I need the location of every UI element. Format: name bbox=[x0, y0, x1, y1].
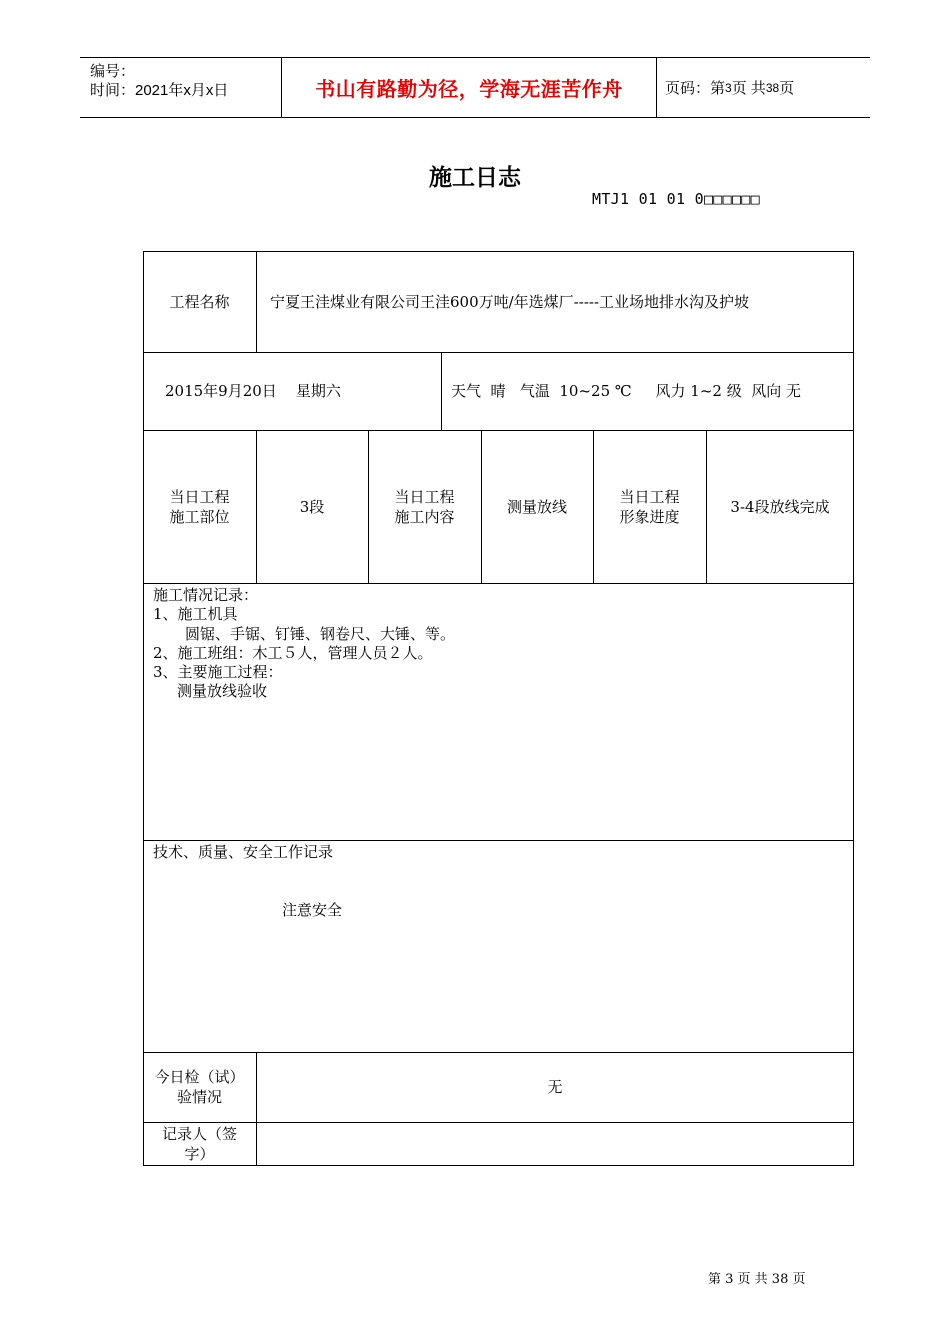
progress-label-line1: 当日工程 bbox=[619, 487, 680, 506]
row-divider bbox=[143, 583, 854, 584]
weather-info: 天气 晴 气温 10~25 ℃ 风力 1~2 级 风向 无 bbox=[451, 382, 802, 400]
record-line-3: 2、施工班组：木工５人，管理人员２人。 bbox=[153, 644, 433, 662]
part-value: 3段 bbox=[299, 497, 325, 516]
inspection-label-line2: 验情况 bbox=[176, 1088, 222, 1106]
progress-value: 3-4段放线完成 bbox=[730, 497, 830, 516]
header-motto: 书山有路勤为径，学海无涯苦作舟 bbox=[315, 77, 623, 101]
content-label-line1: 当日工程 bbox=[394, 487, 455, 506]
record-line-1: 1、施工机具 bbox=[153, 605, 238, 623]
date-line: 时间：2021年x月x日 bbox=[90, 82, 229, 99]
document-code: MTJ1 01 01 0□□□□□□ bbox=[592, 190, 760, 208]
progress-label bbox=[593, 430, 706, 583]
col-divider bbox=[256, 251, 257, 352]
project-name-value: 宁夏王洼煤业有限公司王洼600万吨/年选煤厂-----工业场地排水沟及护坡 bbox=[270, 292, 750, 311]
page-current: 3 bbox=[725, 80, 732, 95]
page-mid: 页 共 bbox=[731, 80, 766, 97]
col-divider bbox=[441, 352, 442, 430]
recorder-label-line2: 字） bbox=[184, 1145, 215, 1163]
content-value: 测量放线 bbox=[506, 497, 567, 516]
document-title: 施工日志 bbox=[429, 165, 521, 191]
content-label bbox=[368, 430, 481, 583]
inspection-label bbox=[143, 1052, 256, 1122]
page-total: 38 bbox=[765, 80, 780, 95]
header-divider bbox=[656, 58, 657, 117]
page-suffix: 页 bbox=[779, 80, 795, 97]
part-label bbox=[143, 430, 256, 583]
log-weekday: 星期六 bbox=[295, 382, 341, 400]
page-header bbox=[80, 57, 870, 118]
inspection-value: 无 bbox=[547, 1078, 563, 1096]
tech-heading: 技术、质量、安全工作记录 bbox=[153, 843, 334, 861]
page-prefix: 页码：第 bbox=[665, 80, 726, 97]
date-cell bbox=[165, 352, 435, 430]
part-label-line1: 当日工程 bbox=[169, 487, 230, 506]
record-line-2: 圆锯、手锯、钉锤、钢卷尺、大锤、等。 bbox=[185, 625, 456, 643]
log-date: 2015年9月20日 bbox=[165, 382, 277, 400]
project-name-label: 工程名称 bbox=[169, 292, 230, 311]
part-label-line2: 施工部位 bbox=[169, 507, 230, 526]
header-meta bbox=[90, 62, 228, 100]
recorder-signature bbox=[256, 1122, 854, 1166]
row-divider bbox=[143, 840, 854, 841]
recorder-label bbox=[143, 1122, 256, 1166]
tech-content: 注意安全 bbox=[282, 901, 343, 919]
record-line-5: 测量放线验收 bbox=[177, 682, 268, 700]
inspection-label-line1: 今日检（试） bbox=[154, 1068, 245, 1086]
record-heading: 施工情况记录： bbox=[153, 586, 259, 604]
header-page-number bbox=[665, 58, 794, 117]
recorder-label-line1: 记录人（签 bbox=[161, 1125, 237, 1143]
serial-label: 编号： bbox=[90, 63, 136, 80]
footer-page-number: 第 3 页 共 38 页 bbox=[708, 1272, 806, 1287]
record-line-4: 3、主要施工过程： bbox=[153, 663, 283, 681]
progress-label-line2: 形象进度 bbox=[619, 507, 680, 526]
content-label-line2: 施工内容 bbox=[394, 507, 455, 526]
